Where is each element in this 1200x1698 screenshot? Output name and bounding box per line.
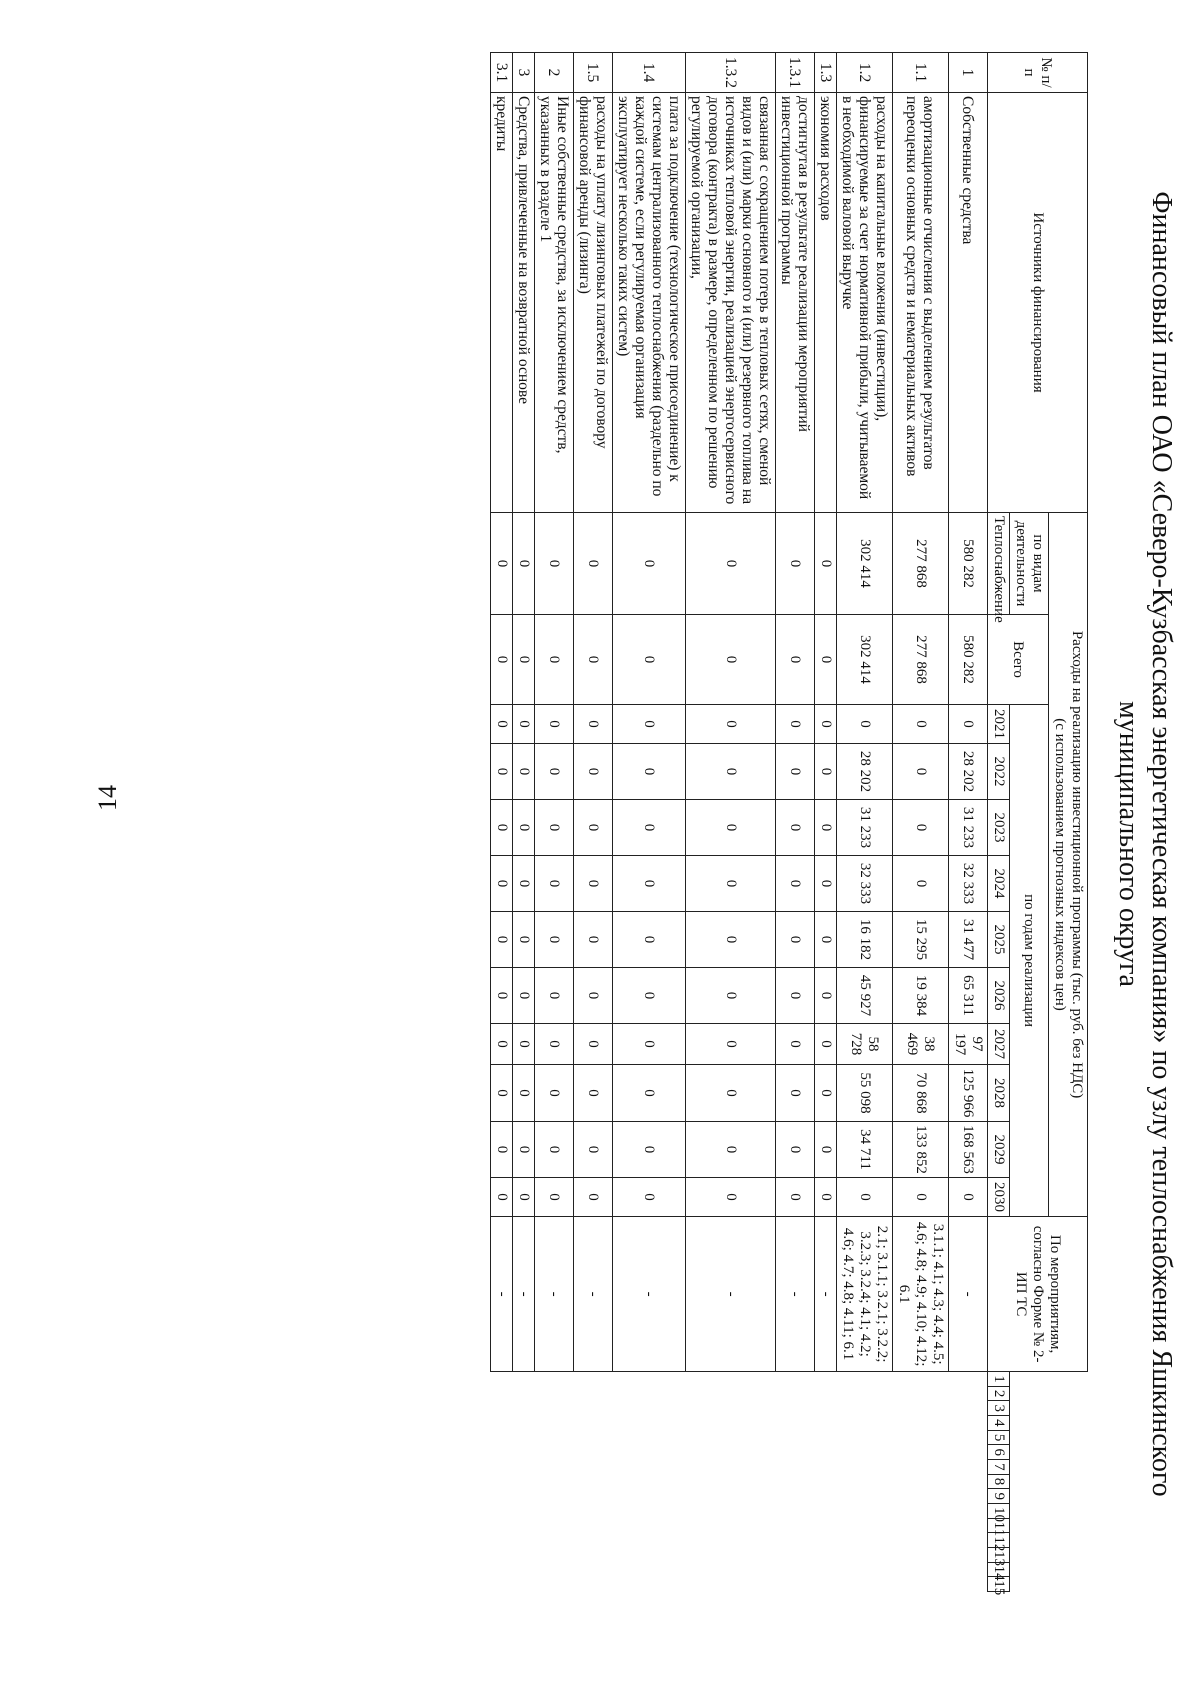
row-year-value: 0: [776, 1024, 815, 1065]
row-year-value: 0: [513, 744, 535, 800]
row-year-value: 32 333: [837, 856, 893, 912]
row-year-value: 0: [491, 744, 513, 800]
row-year-value: 0: [574, 800, 613, 856]
row-year-value: 0: [837, 1178, 893, 1217]
row-year-value: 0: [574, 744, 613, 800]
row-year-value: 28 202: [837, 744, 893, 800]
row-year-value: 97 197: [949, 1024, 988, 1065]
page-number: 14: [93, 785, 122, 811]
row-year-value: 0: [613, 744, 686, 800]
row-year-value: 0: [535, 705, 574, 744]
row-year-value: 0: [893, 1178, 949, 1217]
row-year-value: 0: [491, 1122, 513, 1178]
row-year-value: 0: [686, 968, 776, 1024]
table-row: [893, 53, 949, 1592]
row-year-value: 0: [535, 800, 574, 856]
row-year-value: 0: [513, 856, 535, 912]
header-num: № п/п: [988, 53, 1088, 93]
row-heat-value: 0: [776, 513, 815, 615]
row-year-value: 0: [613, 1065, 686, 1122]
row-year-value: 31 233: [837, 800, 893, 856]
header-year: 2029: [988, 1122, 1010, 1178]
header-year: 2023: [988, 800, 1010, 856]
column-number: 3: [988, 1401, 1010, 1416]
row-number: 3: [513, 53, 535, 93]
row-total-value: 0: [513, 615, 535, 705]
row-year-value: 0: [613, 856, 686, 912]
row-year-value: 0: [513, 1122, 535, 1178]
row-total-value: 0: [535, 615, 574, 705]
header-expenses: [1049, 513, 1088, 1217]
row-source-name: амортизационные отчисления с выделением результатов переоценки основных средств и нематериальных активов: [893, 93, 949, 513]
row-number: 2: [535, 53, 574, 93]
row-measures: -: [535, 1217, 574, 1372]
row-year-value: 0: [686, 1024, 776, 1065]
row-number: 1.3.2: [686, 53, 776, 93]
table-row: [815, 53, 837, 1592]
row-year-value: 0: [893, 856, 949, 912]
row-year-value: 28 202: [949, 744, 988, 800]
row-year-value: 0: [815, 1065, 837, 1122]
column-number: 13: [988, 1547, 1010, 1562]
row-measures: 3.1.1; 4.1; 4.3; 4.4; 4.5; 4.6; 4.8; 4.9; 4.10; 4.12; 6.1: [893, 1217, 949, 1372]
row-year-value: 0: [491, 1178, 513, 1217]
row-year-value: 0: [535, 856, 574, 912]
row-year-value: 0: [613, 800, 686, 856]
table-row: [535, 53, 574, 1592]
row-year-value: 0: [815, 1122, 837, 1178]
row-year-value: 0: [513, 1024, 535, 1065]
row-number: 3.1: [491, 53, 513, 93]
row-source-name: Собственные средства: [949, 93, 988, 513]
header-year: 2021: [988, 705, 1010, 744]
row-year-value: 0: [574, 1024, 613, 1065]
row-year-value: 0: [815, 744, 837, 800]
row-source-name: Средства, привлеченные на возвратной основе: [513, 93, 535, 513]
column-number: 5: [988, 1430, 1010, 1445]
row-year-value: 0: [491, 705, 513, 744]
row-year-value: 70 868: [893, 1065, 949, 1122]
title-line-1: Финансовый план ОАО «Северо-Кузбасская энергетическая компания» по узлу теплоснабжения Яшкинского: [1146, 191, 1177, 1497]
row-year-value: 0: [613, 1024, 686, 1065]
row-year-value: 0: [535, 1024, 574, 1065]
row-year-value: 0: [893, 705, 949, 744]
header-year: 2025: [988, 912, 1010, 968]
row-year-value: 0: [815, 1024, 837, 1065]
row-year-value: 65 311: [949, 968, 988, 1024]
row-year-value: 0: [686, 800, 776, 856]
row-year-value: 125 966: [949, 1065, 988, 1122]
row-year-value: 16 182: [837, 912, 893, 968]
column-number: 14: [988, 1562, 1010, 1577]
row-year-value: 0: [893, 800, 949, 856]
row-measures: -: [574, 1217, 613, 1372]
row-year-value: 0: [815, 912, 837, 968]
table-row: [513, 53, 535, 1592]
financial-plan-table-wrapper: [490, 52, 1088, 1596]
row-year-value: 0: [776, 1065, 815, 1122]
row-year-value: 0: [949, 705, 988, 744]
document-title: [1112, 0, 1178, 1691]
row-year-value: 0: [686, 1178, 776, 1217]
row-year-value: 38 469: [893, 1024, 949, 1065]
table-row: [613, 53, 686, 1592]
row-year-value: 0: [513, 1178, 535, 1217]
row-year-value: 32 333: [949, 856, 988, 912]
row-year-value: 0: [776, 744, 815, 800]
row-year-value: 0: [949, 1178, 988, 1217]
table-row: [574, 53, 613, 1592]
row-source-name: кредиты: [491, 93, 513, 513]
row-heat-value: 0: [613, 513, 686, 615]
row-year-value: 0: [491, 968, 513, 1024]
row-heat-value: 0: [686, 513, 776, 615]
row-year-value: 58 728: [837, 1024, 893, 1065]
row-year-value: 0: [686, 856, 776, 912]
row-year-value: 0: [686, 1122, 776, 1178]
table-row: [949, 53, 988, 1592]
table-row: [686, 53, 776, 1592]
row-year-value: 0: [837, 705, 893, 744]
row-year-value: 31 233: [949, 800, 988, 856]
header-activity-heat: Теплоснабжение: [988, 513, 1010, 615]
row-year-value: 0: [776, 912, 815, 968]
column-number: 9: [988, 1489, 1010, 1504]
row-year-value: 0: [491, 912, 513, 968]
table-row: [491, 53, 513, 1592]
row-year-value: 0: [535, 1065, 574, 1122]
row-source-name: достигнутая в результате реализации мероприятий инвестиционной программы: [776, 93, 815, 513]
column-number: 1: [988, 1372, 1010, 1387]
rotated-page-content: [90, 0, 1177, 1691]
row-measures: -: [949, 1217, 988, 1372]
row-total-value: 302 414: [837, 615, 893, 705]
row-number: 1.1: [893, 53, 949, 93]
row-heat-value: 0: [815, 513, 837, 615]
row-heat-value: 302 414: [837, 513, 893, 615]
row-year-value: 0: [535, 912, 574, 968]
row-source-name: экономия расходов: [815, 93, 837, 513]
row-measures: -: [513, 1217, 535, 1372]
header-source: Источники финансирования: [988, 93, 1088, 513]
row-total-value: 0: [574, 615, 613, 705]
row-year-value: 0: [815, 968, 837, 1024]
row-year-value: 0: [574, 705, 613, 744]
row-year-value: 0: [574, 1122, 613, 1178]
column-number: 11: [988, 1518, 1010, 1533]
column-number: 2: [988, 1386, 1010, 1401]
header-year: 2028: [988, 1065, 1010, 1122]
row-year-value: 0: [491, 856, 513, 912]
row-year-value: 0: [893, 744, 949, 800]
column-number: 4: [988, 1416, 1010, 1431]
row-number: 1.2: [837, 53, 893, 93]
table-row: [776, 53, 815, 1592]
row-year-value: 0: [613, 912, 686, 968]
row-year-value: 0: [613, 1178, 686, 1217]
header-expenses-line-2: (с использованием прогнозных индексов цен): [1052, 718, 1068, 1011]
row-measures: -: [776, 1217, 815, 1372]
row-number: 1.4: [613, 53, 686, 93]
row-year-value: 0: [613, 968, 686, 1024]
row-total-value: 0: [491, 615, 513, 705]
row-year-value: 0: [535, 1122, 574, 1178]
row-year-value: 19 384: [893, 968, 949, 1024]
row-number: 1.5: [574, 53, 613, 93]
row-year-value: 0: [574, 856, 613, 912]
header-year: 2027: [988, 1024, 1010, 1065]
row-measures: -: [491, 1217, 513, 1372]
row-year-value: 0: [776, 705, 815, 744]
row-year-value: 55 098: [837, 1065, 893, 1122]
column-number: 7: [988, 1460, 1010, 1475]
row-year-value: 0: [535, 1178, 574, 1217]
row-source-name: плата за подключение (технологическое присоединение) к системам централизованного теплоснабжения (раздельно по каждой системе, если регулируемая организация эксплуатирует несколько таких систем): [613, 93, 686, 513]
row-total-value: 0: [776, 615, 815, 705]
row-year-value: 0: [491, 800, 513, 856]
row-measures: 2.1; 3.1.1; 3.2.1; 3.2.2; 3.2.3; 3.2.4; 4.1; 4.2; 4.6; 4.7; 4.8; 4.11; 6.1: [837, 1217, 893, 1372]
row-heat-value: 277 868: [893, 513, 949, 615]
header-by-years: по годам реализации: [1010, 705, 1049, 1217]
row-year-value: 0: [574, 1065, 613, 1122]
row-year-value: 0: [815, 800, 837, 856]
row-year-value: 0: [815, 1178, 837, 1217]
row-number: 1: [949, 53, 988, 93]
header-year: 2026: [988, 968, 1010, 1024]
header-expenses-line-1: Расходы на реализацию инвестиционной программы (тыс. руб. без НДС): [1069, 630, 1085, 1099]
header-year: 2024: [988, 856, 1010, 912]
row-year-value: 0: [574, 1178, 613, 1217]
header-year: 2022: [988, 744, 1010, 800]
header-year: 2030: [988, 1178, 1010, 1217]
row-source-name: расходы на уплату лизинговых платежей по договору финансовой аренды (лизинга): [574, 93, 613, 513]
financial-plan-table: [490, 52, 1088, 1596]
row-heat-value: 0: [491, 513, 513, 615]
column-number: 6: [988, 1445, 1010, 1460]
row-measures: -: [815, 1217, 837, 1372]
row-number: 1.3: [815, 53, 837, 93]
header-by-activity: по видам деятельности: [1010, 513, 1049, 615]
row-year-value: 15 295: [893, 912, 949, 968]
row-year-value: 0: [513, 912, 535, 968]
row-heat-value: 580 282: [949, 513, 988, 615]
row-source-name: Иные собственные средства, за исключением средств, указанных в разделе 1: [535, 93, 574, 513]
row-year-value: 0: [613, 705, 686, 744]
row-year-value: 0: [776, 1178, 815, 1217]
row-number: 1.3.1: [776, 53, 815, 93]
row-year-value: 0: [686, 705, 776, 744]
row-year-value: 0: [574, 912, 613, 968]
row-year-value: 0: [686, 912, 776, 968]
row-source-name: связанная с сокращением потерь в тепловых сетях, сменой видов и (или) марки основного и (или) резервного топлива на источниках тепловой энергии, реализацией энергосервисного договора (контракта) в размере, определенном по решению регулируемой организации,: [686, 93, 776, 513]
row-year-value: 168 563: [949, 1122, 988, 1178]
row-year-value: 0: [535, 968, 574, 1024]
row-year-value: 0: [535, 744, 574, 800]
table-row: [837, 53, 893, 1592]
row-year-value: 0: [574, 968, 613, 1024]
row-year-value: 0: [513, 800, 535, 856]
row-year-value: 0: [776, 968, 815, 1024]
row-year-value: 0: [776, 856, 815, 912]
row-year-value: 0: [491, 1065, 513, 1122]
row-year-value: 34 711: [837, 1122, 893, 1178]
row-year-value: 0: [815, 705, 837, 744]
row-heat-value: 0: [574, 513, 613, 615]
row-year-value: 0: [513, 968, 535, 1024]
row-year-value: 0: [686, 744, 776, 800]
column-number: 10: [988, 1504, 1010, 1519]
row-year-value: 31 477: [949, 912, 988, 968]
header-total: Всего: [988, 615, 1049, 705]
row-heat-value: 0: [535, 513, 574, 615]
row-total-value: 0: [613, 615, 686, 705]
column-number: 15: [988, 1577, 1010, 1592]
row-year-value: 133 852: [893, 1122, 949, 1178]
row-measures: -: [613, 1217, 686, 1372]
header-measures: По мероприятиям, согласно Форме № 2-ИП ТС: [988, 1217, 1088, 1372]
row-source-name: расходы на капитальные вложения (инвестиции), финансируемые за счет нормативной прибыли, учитываемой в необходимой валовой выручке: [837, 93, 893, 513]
row-total-value: 0: [815, 615, 837, 705]
column-number: 8: [988, 1474, 1010, 1489]
row-year-value: 0: [491, 1024, 513, 1065]
row-year-value: 0: [686, 1065, 776, 1122]
row-year-value: 0: [613, 1122, 686, 1178]
title-line-2: муниципального округа: [1113, 701, 1144, 987]
column-number: 12: [988, 1533, 1010, 1548]
row-total-value: 580 282: [949, 615, 988, 705]
row-year-value: 0: [815, 856, 837, 912]
row-total-value: 0: [686, 615, 776, 705]
row-year-value: 0: [513, 1065, 535, 1122]
row-measures: -: [686, 1217, 776, 1372]
row-year-value: 0: [776, 800, 815, 856]
row-year-value: 45 927: [837, 968, 893, 1024]
row-heat-value: 0: [513, 513, 535, 615]
row-year-value: 0: [776, 1122, 815, 1178]
row-year-value: 0: [513, 705, 535, 744]
row-total-value: 277 868: [893, 615, 949, 705]
